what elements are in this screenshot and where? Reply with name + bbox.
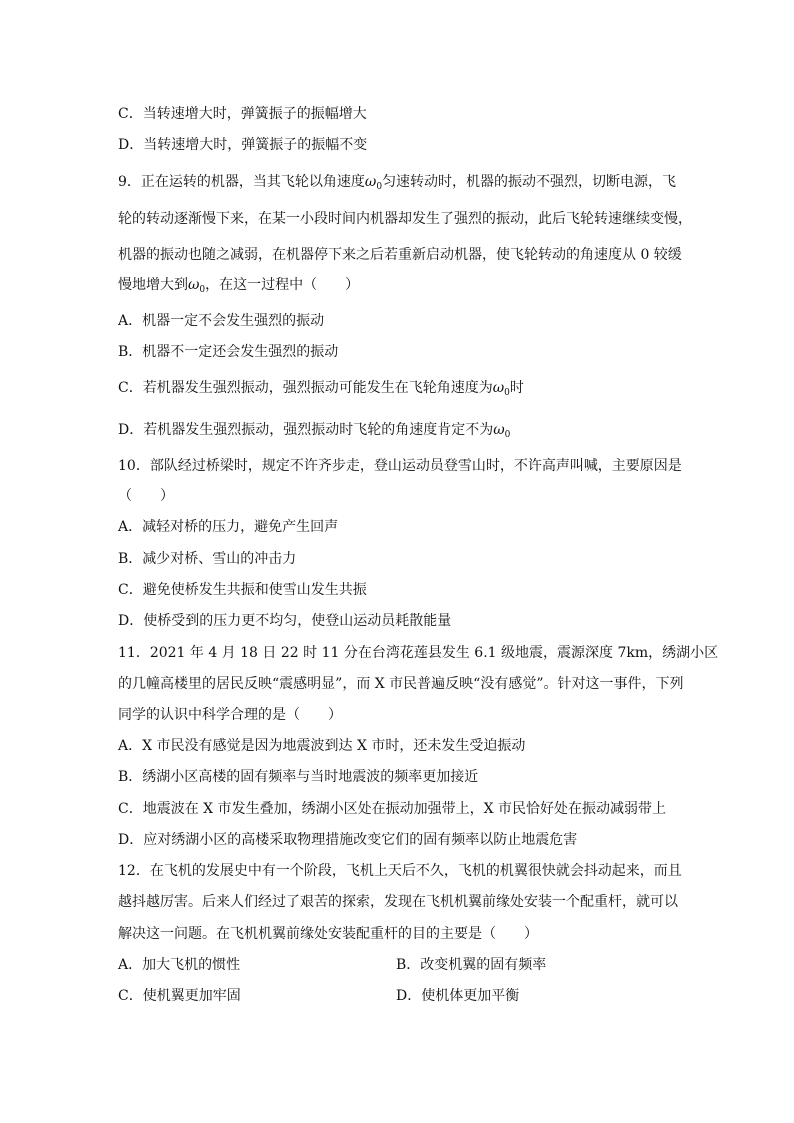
q9-option-b: B．机器不一定还会发生强烈的振动: [118, 344, 339, 360]
q12-stem-line-1: 12．在飞机的发展史中有一个阶段，飞机上天后不久，飞机的机翼很快就会抖动起来，而且: [118, 863, 682, 879]
q12-option-d: D．使机体更加平衡: [396, 988, 520, 1004]
q12-stem-line-2: 越抖越厉害。后来人们经过了艰苦的探索，发现在飞机机翼前缘处安装一个配重杆，就可以: [118, 894, 678, 910]
q9-stem-line-4: 慢地增大到$\omega_0$，在这一过程中（ ）: [118, 277, 360, 295]
q10-stem-line-2: （ ）: [118, 488, 174, 504]
q9-stem-line-1: 9．正在运转的机器，当其飞轮以角速度$\omega_0$匀速转动时，机器的振动不强烈，切断电源，飞: [118, 174, 677, 192]
q12-option-a: A．加大飞机的惯性: [118, 957, 241, 973]
q11-option-b: B．绣湖小区高楼的固有频率与当时地震波的频率更加接近: [118, 769, 479, 785]
q9-option-c: C．若机器发生强烈振动，强烈振动可能发生在飞轮角速度为$\omega_0$时: [118, 380, 524, 398]
q10-option-b: B．减少对桥、雪山的冲击力: [118, 551, 297, 567]
q9-option-d: D．若机器发生强烈振动，强烈振动时飞轮的角速度肯定不为$\omega_0$: [118, 422, 511, 440]
q12-stem-line-3: 解决这一问题。在飞机机翼前缘处安装配重杆的目的主要是（ ）: [118, 926, 538, 942]
q9-stem-line-3: 机器的振动也随之减弱，在机器停下来之后若重新启动机器，使飞轮转动的角速度从 0 较缓: [118, 247, 682, 263]
q8-option-c: C．当转速增大时，弹簧振子的振幅增大: [118, 106, 367, 122]
q10-option-a: A．减轻对桥的压力，避免产生回声: [118, 519, 339, 535]
q11-stem-line-2: 的几幢高楼里的居民反映“震感明显”，而 X 市民普遍反映“没有感觉”。针对这一事件，下列: [118, 676, 684, 692]
q11-option-c: C．地震波在 X 市发生叠加，绣湖小区处在振动加强带上，X 市民恰好处在振动减弱带上: [118, 801, 666, 817]
q11-option-d: D．应对绣湖小区的高楼采取物理措施改变它们的固有频率以防止地震危害: [118, 832, 578, 848]
q11-option-a: A．X 市民没有感觉是因为地震波到达 X 市时，还未发生受迫振动: [118, 738, 526, 754]
q12-option-c: C．使机翼更加牢固: [118, 988, 241, 1004]
q12-option-b: B．改变机翼的固有频率: [396, 957, 547, 973]
q11-stem-line-3: 同学的认识中科学合理的是（ ）: [118, 707, 342, 723]
q10-stem-line-1: 10．部队经过桥梁时，规定不许齐步走，登山运动员登雪山时，不许高声叫喊，主要原因是: [118, 458, 682, 474]
q9-stem-line-2: 轮的转动逐渐慢下来，在某一小段时间内机器却发生了强烈的振动，此后飞轮转速继续变慢，: [118, 211, 692, 227]
q11-stem-line-1: 11．2021 年 4 月 18 日 22 时 11 分在台湾花莲县发生 6.1 级地震，震源深度 7km，绣湖小区: [118, 645, 719, 661]
q10-option-d: D．使桥受到的压力更不均匀，使登山运动员耗散能量: [118, 613, 452, 629]
q9-option-a: A．机器一定不会发生强烈的振动: [118, 313, 325, 329]
q8-option-d: D．当转速增大时，弹簧振子的振幅不变: [118, 137, 368, 153]
q10-option-c: C．避免使桥发生共振和使雪山发生共振: [118, 582, 367, 598]
